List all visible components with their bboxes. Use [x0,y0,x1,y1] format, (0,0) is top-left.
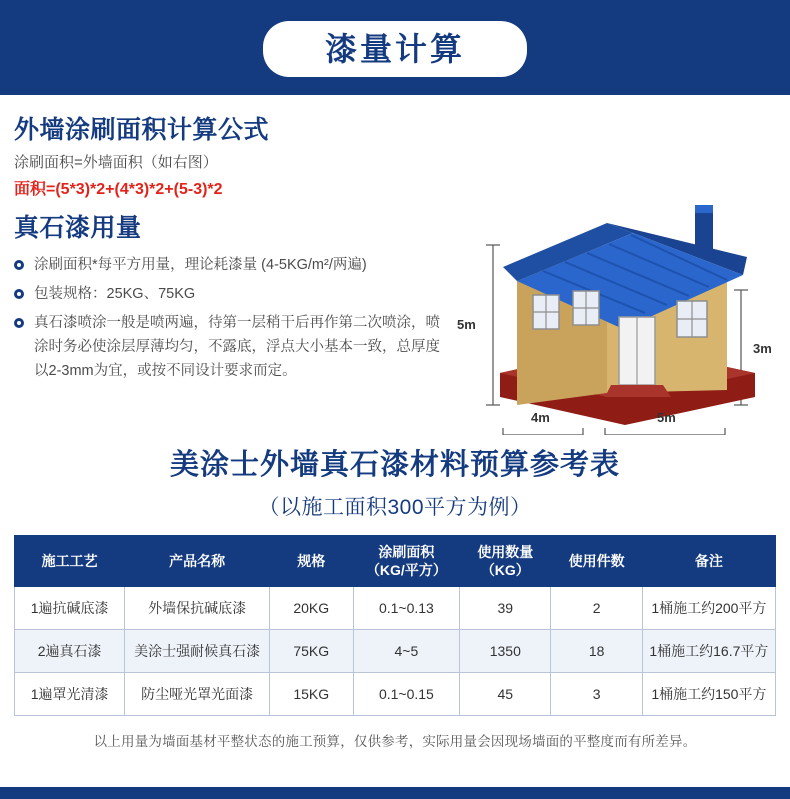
cell-coverage: 0.1~0.13 [353,587,460,630]
cell-quantity: 1350 [460,630,551,673]
list-item-text: 真石漆喷涂一般是喷两遍，待第一层稍干后再作第二次喷涂，喷涂时务必使涂层厚薄均匀，不露底，浮点大小基本一致，总厚度以2-3mm为宜，或按不同设计要求而定。 [34,315,440,379]
dimension-label-height-left: 5m [457,317,476,332]
cell-quantity: 39 [460,587,551,630]
column-header-spec [269,536,353,587]
column-header-text: 使用数量 [477,544,534,560]
formula-line-2: 面积=(5*3)*2+(4*3)*2+(5-3)*2 [14,181,223,198]
upper-content [0,95,790,440]
cell-remark: 1桶施工约200平方 [642,587,775,630]
cell-product: 外墙保抗碱底漆 [125,587,270,630]
column-header-process [15,536,125,587]
cell-pieces: 2 [551,587,642,630]
left-text-column [14,113,454,388]
list-item [14,311,454,383]
table-header-row [15,536,776,587]
table-section-title: 美涂士外墙真石漆材料预算参考表 [169,449,620,481]
list-item-text: 涂刷面积*每平方用量，理论耗漆量 (4-5KG/m²/两遍) [34,257,367,273]
cell-spec: 15KG [269,673,353,716]
bullet-dot-icon [14,260,24,270]
usage-bullet-list [14,253,454,383]
budget-table-wrapper [14,535,776,716]
formula-line-1: 涂刷面积=外墙面积（如右图） [14,154,218,171]
cell-spec: 75KG [269,630,353,673]
cell-pieces: 18 [551,630,642,673]
bottom-bar [0,787,790,799]
table-row [15,587,776,630]
dimension-label-width-front: 4m [531,410,550,425]
column-header-text: 备注 [694,553,723,569]
table-header [15,536,776,587]
table-section-subtitle: （以施工面积300平方为例） [258,496,532,519]
cell-product: 美涂士强耐候真石漆 [125,630,270,673]
house-illustration [455,105,785,435]
dimension-label-width-side: 5m [657,410,676,425]
cell-remark: 1桶施工约16.7平方 [642,630,775,673]
column-header-text: 施工工艺 [41,553,98,569]
list-item [14,253,454,277]
budget-table [14,535,776,716]
formula-heading: 外墙涂刷面积计算公式 [14,116,270,144]
list-item-text: 包装规格：25KG、75KG [34,286,196,302]
column-header-subtext: （KG） [480,562,530,578]
cell-coverage: 0.1~0.15 [353,673,460,716]
cell-process: 1遍抗碱底漆 [15,587,125,630]
bullet-dot-icon [14,318,24,328]
table-body [15,587,776,716]
usage-heading: 真石漆用量 [14,214,142,242]
column-header-text: 规格 [297,553,326,569]
column-header-remark [642,536,775,587]
cell-process: 1遍罩光清漆 [15,673,125,716]
list-item [14,282,454,306]
cell-spec: 20KG [269,587,353,630]
column-header-coverage [353,536,460,587]
bullet-dot-icon [14,289,24,299]
cell-remark: 1桶施工约150平方 [642,673,775,716]
table-row [15,630,776,673]
cell-pieces: 3 [551,673,642,716]
column-header-subtext: （KG/平方） [365,562,447,578]
table-row [15,673,776,716]
header-title-pill [263,21,527,77]
cell-coverage: 4~5 [353,630,460,673]
page-title: 漆量计算 [324,30,465,67]
column-header-text: 产品名称 [169,553,226,569]
column-header-quantity [460,536,551,587]
dimension-label-height-right: 3m [753,341,772,356]
cell-product: 防尘哑光罩光面漆 [125,673,270,716]
house-diagram-svg [455,105,785,435]
page-header [0,0,790,95]
table-footnote: 以上用量为墙面基材平整状态的施工预算，仅供参考，实际用量会因现场墙面的平整度而有所差异。 [93,734,697,749]
column-header-product [125,536,270,587]
cell-process: 2遍真石漆 [15,630,125,673]
column-header-text: 使用件数 [568,553,625,569]
column-header-pieces [551,536,642,587]
column-header-text: 涂刷面积 [378,544,435,560]
cell-quantity: 45 [460,673,551,716]
